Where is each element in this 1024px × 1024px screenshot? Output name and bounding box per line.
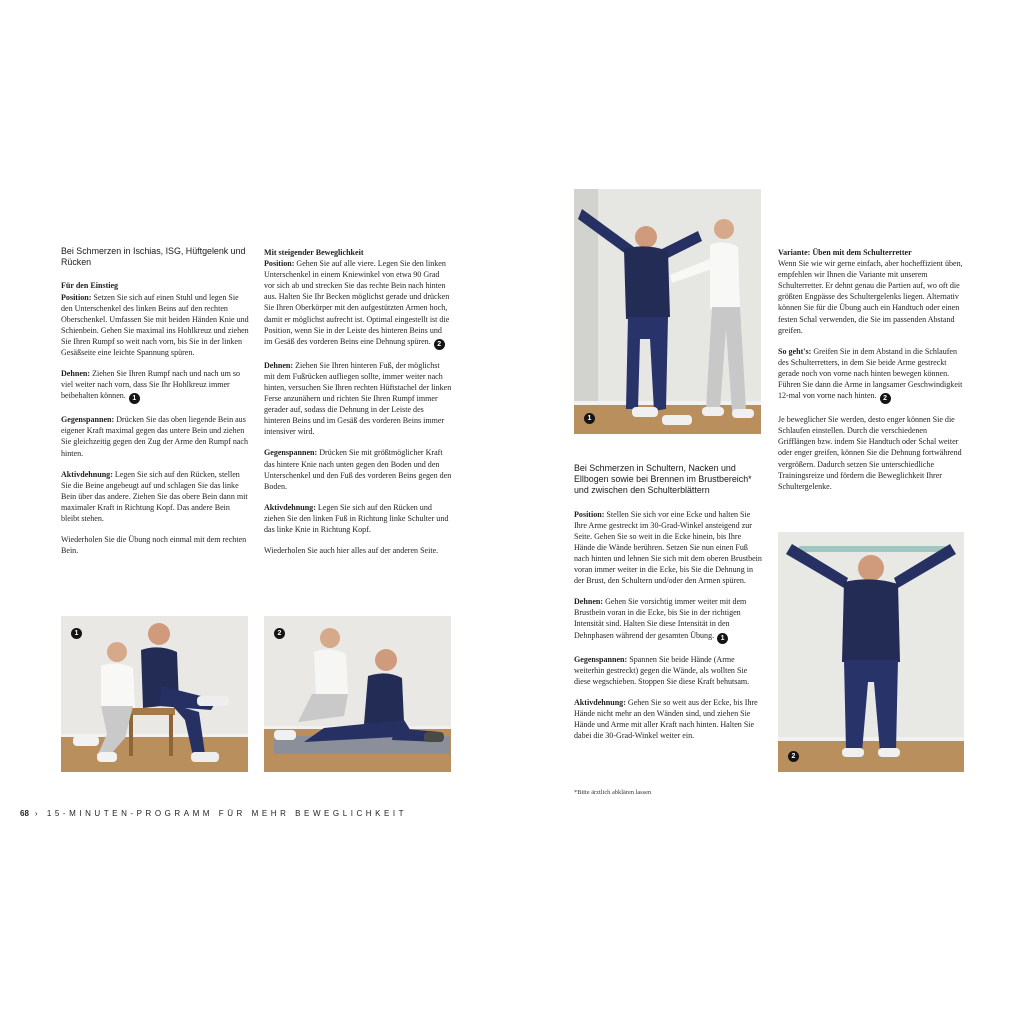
paragraph-repeat: Wiederholen Sie auch hier alles auf der anderen Seite. bbox=[264, 546, 439, 556]
paragraph-dehnen: Dehnen: Ziehen Sie Ihren Rumpf nach und nach um so viel weiter nach vorn, dass Sie Ihr Hohlkreuz immer beibehalten können. 1 bbox=[61, 369, 241, 403]
paragraph-variante: Wenn Sie wie wir gerne einfach, aber hocheffizient üben, empfehlen wir Ihnen die Variante mit unserem Schulterretter. Er dehnt genau die Partien auf, wo oft die größten Engpässe des Schultergelenks liegen. Alternativ können Sie für die Übung auch ein Handtuch oder einen festen Schal verwenden, die Sie im passenden Abstand greifen. bbox=[778, 259, 963, 335]
paragraph-aktivdehnung: Aktivdehnung: Legen Sie sich auf den Rücken und ziehen Sie den linken Fuß in Richtung linke Schulter und das linke Knie in Richtung Kopf. bbox=[264, 502, 449, 534]
paragraph-gegenspannen: Gegenspannen: Drücken Sie mit größtmöglicher Kraft das hintere Knie nach unten gegen den Boden und den Unterschenkel und den Fuß des vorderen Beins gegen den Boden. bbox=[264, 448, 452, 491]
paragraph-gegenspannen: Gegenspannen: Drücken Sie das oben liegende Bein aus eigener Kraft maximal gegen das untere Bein und ziehen Sie gleichzeitig gegen den Zug der Arme den Rumpf nach hinten. bbox=[61, 415, 249, 458]
step-number-badge: 1 bbox=[717, 633, 728, 644]
footnote: *Bitte ärztlich abklären lassen bbox=[574, 789, 652, 796]
step-number-badge: 2 bbox=[434, 339, 445, 350]
running-title: › 15-MINUTEN-PROGRAMM FÜR MEHR BEWEGLICHKEIT bbox=[34, 809, 408, 818]
paragraph-position: Position: Setzen Sie sich auf einen Stuhl und legen Sie den Unterschenkel des linken Beins auf den rechten Oberschenkel. Umfassen Sie mit beiden Händen Knie und Schienbein. Gehen Sie maximal ins Hohlkreuz und ziehen Sie Ihren Rumpf so weit nach vorn, bis Sie in der linken Gesäßseite eine leichte Spannung spüren. bbox=[61, 292, 249, 357]
right-column-1 bbox=[574, 463, 764, 751]
subheading-einstieg: Für den Einstieg bbox=[61, 281, 119, 291]
page-footer bbox=[20, 809, 407, 818]
paragraph-closing: Je beweglicher Sie werden, desto enger können Sie die Schlaufen einstellen. Durch die verschiedenen Grifflängen bzw. indem Sie Handtuch oder Schal weiter oder enger greifen, können Sie die Dehnung fortwährend vergrößern. Dadurch setzen Sie unterschiedliche Trainingsreize und fördern die Beweglichkeit Ihrer Schultergelenke. bbox=[778, 415, 962, 491]
photo-number-badge: 2 bbox=[788, 751, 799, 762]
photo-shoulder-rescuer bbox=[778, 532, 964, 772]
page-number: 68 bbox=[20, 809, 29, 818]
paragraph-position: Position: Stellen Sie sich vor eine Ecke und halten Sie Ihre Arme gestreckt im 30-Grad-Winkel ansteigend zur Seite. Gehen Sie so weit in die Ecke hinein, bis Ihre Hände die Wände berühren. Setzen Sie nun einen Fuß nach hinten und lehnen Sie sich mit dem oberen Brustbein voran immer weiter in die Ecke, bis Sie die Dehnung in der Brust, den Schultern und/oder den Armen spüren. bbox=[574, 509, 762, 586]
photo-number-badge: 1 bbox=[584, 413, 595, 424]
paragraph-aktivdehnung: Aktivdehnung: Legen Sie sich auf den Rücken, stellen Sie die Beine angebeugt auf und schlagen Sie das linke Bein über das andere. Ziehen Sie das obere Bein dann mit maximaler Kraft in Richtung Kopf. Das andere Bein bleibt stehen. bbox=[61, 469, 248, 523]
right-column-2 bbox=[778, 247, 966, 502]
photo-corner-stretch bbox=[574, 189, 761, 434]
paragraph-so-gehts: So geht's: Greifen Sie in dem Abstand in die Schlaufen des Schulterretters, in dem Sie beide Arme gestreckt gerade noch von vorne nach hinten bewegen können. Führen Sie dann die Arme in langsamer Geschwindigkeit 12-mal von vorne nach hinten. 2 bbox=[778, 346, 963, 403]
left-column-1 bbox=[61, 246, 249, 566]
photo-number-badge: 1 bbox=[71, 628, 82, 639]
photo-number-badge: 2 bbox=[274, 628, 285, 639]
section-heading-schultern: Bei Schmerzen in Schultern, Nacken und Ellbogen sowie bei Brennen im Brustbereich* und zwischen den Schulterblättern bbox=[574, 463, 752, 496]
paragraph-position: Position: Gehen Sie auf alle viere. Legen Sie den linken Unterschenkel in einem Kniewinkel von etwa 90 Grad vor sich ab und strecken Sie das rechte Bein nach hinten aus. Halten Sie Ihr Becken möglichst gerade und drücken Sie Ihren Oberkörper mit den aufgestützten Armen hoch, damit er möglichst aufrecht ist. Optimal eingestellt ist die Position, wenn Sie in der Leiste des hinteren Beins und im Gesäß des vorderen Beins eine Dehnung spüren. 2 bbox=[264, 259, 450, 348]
section-heading-ischias: Bei Schmerzen in Ischias, ISG, Hüftgelenk und Rücken bbox=[61, 246, 246, 268]
left-column-2 bbox=[264, 247, 452, 566]
subheading-beweglichkeit: Mit steigender Beweglichkeit bbox=[264, 248, 364, 257]
paragraph-dehnen: Dehnen: Gehen Sie vorsichtig immer weiter mit dem Brustbein voran in die Ecke, bis Sie in der richtigen Intensität sind. Halten Sie diese Intensität in den Dehnphasen während der gesamten Übung. 1 bbox=[574, 597, 747, 642]
paragraph-gegenspannen: Gegenspannen: Spannen Sie beide Hände (Arme weiterhin gestreckt) gegen die Wände, als wollten Sie diese wegschieben. Stoppen Sie diese Kraft behutsam. bbox=[574, 654, 750, 686]
paragraph-dehnen: Dehnen: Ziehen Sie Ihren hinteren Fuß, der möglichst mit dem Fußrücken aufliegen sollte, immer weiter nach hinten, versuchen Sie Ihren rechten Hüftstachel der linken Ferse anzunähern und richten Sie Ihren Rumpf immer gerader auf, sodass die Dehnung in der Leiste des hinteren Beins und im Gesäß des vorderen Beins immer intensiver wird. bbox=[264, 360, 452, 437]
step-number-badge: 1 bbox=[129, 393, 140, 404]
photo-floor-stretch bbox=[264, 616, 451, 772]
paragraph-aktivdehnung: Aktivdehnung: Gehen Sie so weit aus der Ecke, bis Ihre Hände nicht mehr an den Wänden sind, und ziehen Sie Hände und Arme mit aller Kraft nach hinten. Halten Sie dabei die 30-Grad-Winkel weiter ein. bbox=[574, 697, 758, 741]
subheading-variante: Variante: Üben mit dem Schulterretter bbox=[778, 248, 912, 257]
step-number-badge: 2 bbox=[880, 393, 891, 404]
photo-seated-stretch bbox=[61, 616, 248, 772]
paragraph-repeat: Wiederholen Sie die Übung noch einmal mit dem rechten Bein. bbox=[61, 535, 247, 556]
